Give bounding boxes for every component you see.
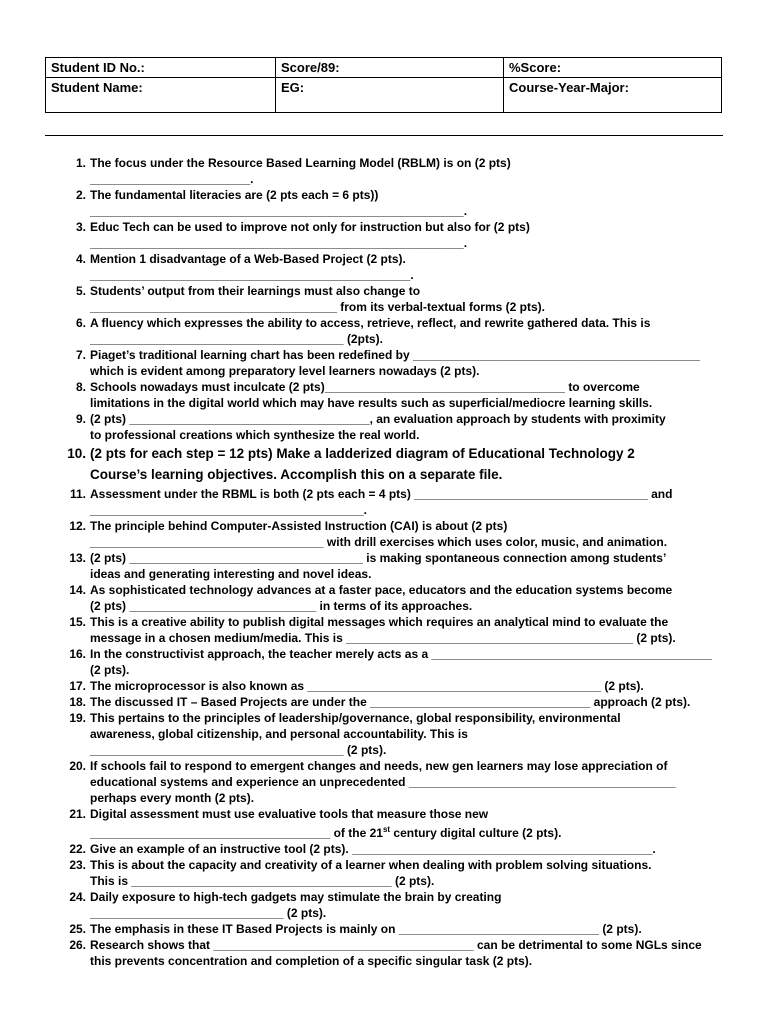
question-item — [60, 347, 725, 379]
question-text-line: The fundamental literacies are (2 pts each = 6 pts)) — [90, 188, 379, 202]
question-item — [60, 646, 725, 678]
question-text-line: ____________________________________ of the 21st century digital culture (2 pts). — [90, 825, 562, 840]
question-text-line: ideas and generating interesting and novel ideas. — [90, 567, 372, 581]
question-item — [60, 155, 725, 187]
question-text-line: The principle behind Computer-Assisted Instruction (CAI) is about (2 pts) — [90, 519, 508, 533]
question-text-line: The emphasis in these IT Based Projects is mainly on ______________________________ (2 pts). — [90, 922, 642, 936]
question-number: 26. — [69, 938, 86, 952]
question-text-line: This is a creative ability to publish digital messages which requires an analytical mind to evaluate the — [90, 615, 669, 629]
question-number: 22. — [69, 842, 86, 856]
question-text-line: Give an example of an instructive tool (2 pts). _____________________________________________. — [90, 842, 656, 856]
divider-line — [45, 135, 723, 136]
question-number: 4. — [75, 252, 86, 266]
question-text-line: A fluency which expresses the ability to access, retrieve, reflect, and rewrite gathered data. This is — [90, 316, 651, 330]
question-text-line: _____________________________ (2 pts). — [90, 906, 327, 920]
question-text-line: Piaget’s traditional learning chart has been redefined by ___________________________________________ — [90, 348, 700, 362]
question-number: 9. — [75, 412, 86, 426]
question-text-line: Course’s learning objectives. Accomplish this on a separate file. — [90, 467, 503, 482]
question-text-line: (2 pts) ___________________________________ is making spontaneous connection among students’ — [90, 551, 667, 565]
question-item — [60, 486, 725, 518]
question-number: 5. — [75, 284, 86, 298]
question-number: 17. — [69, 679, 86, 693]
course-year-major-label: Course-Year-Major: — [504, 78, 722, 113]
question-text-line: awareness, global citizenship, and personal accountability. This is — [90, 727, 468, 741]
question-text-line: ________________________________________________________. — [90, 204, 468, 218]
question-text-line: (2 pts) ____________________________________, an evaluation approach by students with proximity — [90, 412, 666, 426]
question-number: 3. — [75, 220, 86, 234]
question-number: 16. — [69, 647, 86, 661]
student-info-table — [45, 57, 722, 113]
question-item — [60, 678, 725, 694]
student-id-label: Student ID No.: — [46, 58, 276, 78]
question-text-line: _________________________________________. — [90, 503, 367, 517]
question-text-line: This pertains to the principles of leadership/governance, global responsibility, environmental — [90, 711, 621, 725]
question-text-line: limitations in the digital world which may have results such as superficial/mediocre learning skills. — [90, 396, 653, 410]
question-item — [60, 550, 725, 582]
question-text-line: (2 pts). — [90, 663, 130, 677]
question-text-line: The discussed IT – Based Projects are under the _________________________________ approach (2 pts). — [90, 695, 691, 709]
question-number: 7. — [75, 348, 86, 362]
question-number: 2. — [75, 188, 86, 202]
question-number: 8. — [75, 380, 86, 394]
question-text-line: _____________________________________ from its verbal-textual forms (2 pts). — [90, 300, 545, 314]
question-item — [60, 758, 725, 806]
question-item — [60, 251, 725, 283]
question-text-line: this prevents concentration and completion of a specific singular task (2 pts). — [90, 954, 533, 968]
question-item — [60, 937, 725, 969]
question-number: 19. — [69, 711, 86, 725]
question-text-line: ________________________________________________________. — [90, 236, 468, 250]
question-number: 10. — [67, 446, 86, 461]
question-number: 21. — [69, 807, 86, 821]
question-item — [60, 806, 725, 841]
question-text-line: ______________________________________ (2pts). — [90, 332, 383, 346]
question-text-line: This is _______________________________________ (2 pts). — [90, 874, 435, 888]
question-text-line: In the constructivist approach, the teacher merely acts as a __________________________________________ — [90, 647, 712, 661]
question-text-line: The focus under the Resource Based Learning Model (RBLM) is on (2 pts) — [90, 156, 511, 170]
percent-score-label: %Score: — [504, 58, 722, 78]
question-item — [60, 582, 725, 614]
question-text-line: to professional creations which synthesize the real world. — [90, 428, 420, 442]
question-number: 1. — [75, 156, 86, 170]
question-text-line: ________________________. — [90, 172, 254, 186]
question-text-line: which is evident among preparatory level learners nowadays (2 pts). — [90, 364, 480, 378]
question-item — [60, 219, 725, 251]
question-item — [60, 614, 725, 646]
question-number: 6. — [75, 316, 86, 330]
question-item — [60, 315, 725, 347]
question-text-line: perhaps every month (2 pts). — [90, 791, 255, 805]
question-item — [60, 379, 725, 411]
question-text-line: ________________________________________________. — [90, 268, 414, 282]
question-text-line: message in a chosen medium/media. This is ___________________________________________ (2 pts). — [90, 631, 676, 645]
question-text-line: (2 pts for each step = 12 pts) Make a ladderized diagram of Educational Technology 2 — [90, 446, 635, 461]
question-text-line: Mention 1 disadvantage of a Web-Based Project (2 pts). — [90, 252, 406, 266]
question-text-line: If schools fail to respond to emergent changes and needs, new gen learners may lose appreciation of — [90, 759, 668, 773]
question-number: 20. — [69, 759, 86, 773]
question-text-line: Daily exposure to high-tech gadgets may stimulate the brain by creating — [90, 890, 502, 904]
question-text-line: Digital assessment must use evaluative tools that measure those new — [90, 807, 489, 821]
question-text-line: As sophisticated technology advances at a faster pace, educators and the education systems become — [90, 583, 673, 597]
question-number: 15. — [69, 615, 86, 629]
question-text-line: Students’ output from their learnings must also change to — [90, 284, 421, 298]
question-number: 13. — [69, 551, 86, 565]
question-number: 24. — [69, 890, 86, 904]
question-number: 25. — [69, 922, 86, 936]
question-item — [60, 283, 725, 315]
question-text-line: (2 pts) ____________________________ in terms of its approaches. — [90, 599, 473, 613]
question-number: 23. — [69, 858, 86, 872]
question-item — [60, 443, 725, 485]
question-text-line: Assessment under the RBML is both (2 pts each = 4 pts) ___________________________________ and — [90, 487, 673, 501]
question-item — [60, 694, 725, 710]
question-item — [60, 710, 725, 758]
question-item — [60, 857, 725, 889]
question-item — [60, 841, 725, 857]
question-text-line: Research shows that _______________________________________ can be detrimental to some NGLs since — [90, 938, 702, 952]
question-text-line: educational systems and experience an unprecedented ________________________________________ — [90, 775, 676, 789]
score-label: Score/89: — [276, 58, 504, 78]
question-item — [60, 518, 725, 550]
question-text-line: The microprocessor is also known as ____________________________________________ (2 pts). — [90, 679, 644, 693]
eg-label: EG: — [276, 78, 504, 113]
student-name-label: Student Name: — [46, 78, 276, 113]
question-number: 11. — [69, 487, 86, 501]
question-text-line: ___________________________________ with drill exercises which uses color, music, and animation. — [90, 535, 668, 549]
question-item — [60, 411, 725, 443]
question-number: 14. — [69, 583, 86, 597]
question-item — [60, 921, 725, 937]
question-list — [60, 155, 725, 969]
question-number: 18. — [69, 695, 86, 709]
question-text-line: This is about the capacity and creativity of a learner when dealing with problem solving situations. — [90, 858, 652, 872]
question-text-line: Schools nowadays must inculcate (2 pts)____________________________________ to overcome — [90, 380, 640, 394]
question-text-line: ______________________________________ (2 pts). — [90, 743, 387, 757]
question-item — [60, 187, 725, 219]
question-item — [60, 889, 725, 921]
question-text-line: Educ Tech can be used to improve not only for instruction but also for (2 pts) — [90, 220, 530, 234]
question-number: 12. — [69, 519, 86, 533]
